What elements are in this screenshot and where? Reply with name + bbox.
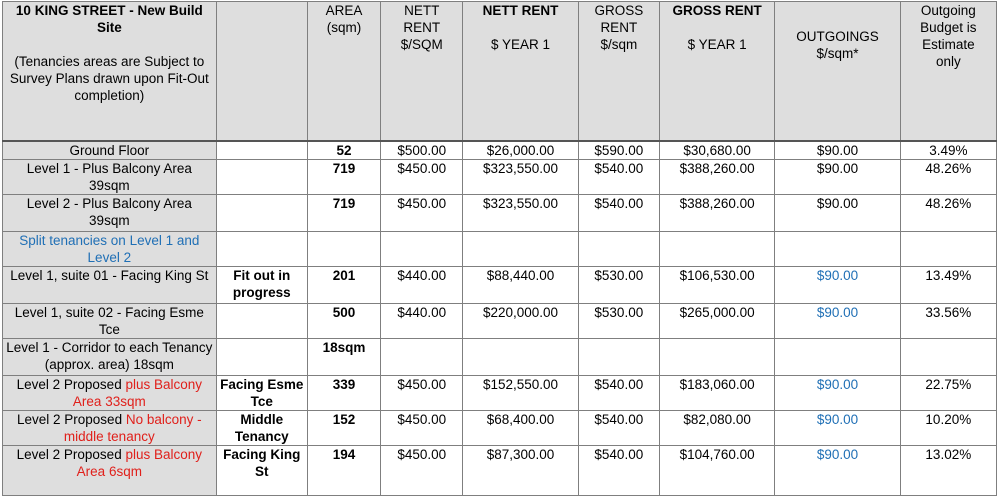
table-row [3,411,997,446]
table-row [3,446,997,496]
row-budget: 13.49% [900,267,996,304]
row-gross-sqm: $540.00 [578,446,659,496]
row-area: 18sqm [307,339,380,376]
row-nett-year: $152,550.00 [463,376,578,411]
header-budget-l1: Outgoing [920,3,976,18]
row-note [216,141,307,160]
row-note [216,160,307,195]
row-nett-sqm: $450.00 [381,446,463,496]
row-note [216,339,307,376]
row-nett-sqm: $440.00 [381,304,463,339]
row-outgoings: $90.00 [775,446,900,496]
table-row [3,232,997,267]
row-outgoings: $90.00 [775,376,900,411]
header-outgoings-l1: OUTGOINGS [796,29,879,44]
table-row [3,339,997,376]
row-label [3,411,217,446]
row-label: Level 1, suite 01 - Facing King St [3,267,217,304]
row-gross-year [659,339,774,376]
row-outgoings: $90.00 [775,141,900,160]
header-area-l1: AREA [325,3,363,18]
row-label: Level 1 - Corridor to each Tenancy (approx. area) 18sqm [3,339,217,376]
row-budget: 48.26% [900,160,996,195]
header-gross-year-l2: $ YEAR 1 [687,37,747,52]
table-row [3,267,997,304]
header-budget [900,2,996,142]
row-gross-sqm: $540.00 [578,160,659,195]
header-area-l2: (sqm) [326,20,362,35]
row-gross-sqm: $540.00 [578,411,659,446]
row-nett-sqm: $450.00 [381,195,463,232]
row-gross-sqm: $540.00 [578,195,659,232]
table-row [3,141,997,160]
row-gross-year: $30,680.00 [659,141,774,160]
row-nett-year: $220,000.00 [463,304,578,339]
header-blank [216,2,307,142]
row-gross-sqm [578,232,659,267]
row-outgoings: $90.00 [775,195,900,232]
row-gross-sqm: $530.00 [578,267,659,304]
header-budget-l3: Estimate [922,37,975,52]
header-area [307,2,380,142]
row-label: Level 1, suite 02 - Facing Esme Tce [3,304,217,339]
row-label-highlight: No balcony - middle tenancy [63,412,202,444]
row-budget: 33.56% [900,304,996,339]
site-note: (Tenancies areas are Subject to Survey Plans drawn upon Fit-Out completion) [9,54,209,103]
row-note: Fit out in progress [216,267,307,304]
row-label [3,376,217,411]
row-nett-year: $68,400.00 [463,411,578,446]
row-outgoings [775,232,900,267]
row-gross-sqm: $590.00 [578,141,659,160]
row-label-text: Level 2 Proposed [16,377,126,392]
row-budget [900,339,996,376]
row-budget: 22.75% [900,376,996,411]
row-label-text: Level 2 Proposed [17,412,126,427]
row-nett-year [463,232,578,267]
row-outgoings: $90.00 [775,267,900,304]
row-outgoings: $90.00 [775,304,900,339]
row-label: Level 2 - Plus Balcony Area 39sqm [3,195,217,232]
header-nett-year-l2: $ YEAR 1 [491,37,551,52]
row-label-text: Level 2 Proposed [16,447,126,462]
row-nett-year: $87,300.00 [463,446,578,496]
row-nett-sqm: $450.00 [381,160,463,195]
row-gross-year: $183,060.00 [659,376,774,411]
row-area: 152 [307,411,380,446]
row-gross-sqm: $530.00 [578,304,659,339]
header-nett-sqm [381,2,463,142]
row-area: 719 [307,195,380,232]
row-area: 201 [307,267,380,304]
row-nett-sqm: $500.00 [381,141,463,160]
table-row [3,376,997,411]
row-budget: 10.20% [900,411,996,446]
row-nett-sqm: $450.00 [381,411,463,446]
row-gross-year: $82,080.00 [659,411,774,446]
header-nett-year [463,2,578,142]
row-label: Ground Floor [3,141,217,160]
row-nett-sqm: $440.00 [381,267,463,304]
row-nett-year [463,339,578,376]
row-area: 194 [307,446,380,496]
row-note: Facing King St [216,446,307,496]
row-label: Split tenancies on Level 1 and Level 2 [3,232,217,267]
row-gross-year: $388,260.00 [659,160,774,195]
header-nett-sqm-l1: NETT [404,3,440,18]
row-gross-sqm: $540.00 [578,376,659,411]
row-label-highlight: plus Balcony Area 33sqm [72,377,202,409]
header-budget-l4: only [935,54,961,69]
row-area: 339 [307,376,380,411]
row-budget [900,232,996,267]
row-nett-sqm [381,339,463,376]
row-note: Facing Esme Tce [216,376,307,411]
row-gross-year: $106,530.00 [659,267,774,304]
row-nett-year: $26,000.00 [463,141,578,160]
header-gross-year-l1: GROSS RENT [672,3,762,18]
header-gross-sqm-l1: GROSS [594,3,644,18]
row-label-highlight: plus Balcony Area 6sqm [76,447,202,479]
header-outgoings [775,2,900,142]
row-gross-year: $265,000.00 [659,304,774,339]
row-nett-sqm: $450.00 [381,376,463,411]
row-gross-year: $104,760.00 [659,446,774,496]
header-nett-sqm-l3: $/SQM [400,37,443,52]
row-area [307,232,380,267]
row-budget: 3.49% [900,141,996,160]
row-gross-sqm [578,339,659,376]
row-gross-year [659,232,774,267]
row-note [216,232,307,267]
row-nett-year: $88,440.00 [463,267,578,304]
row-outgoings: $90.00 [775,160,900,195]
header-gross-year [659,2,774,142]
row-note: Middle Tenancy [216,411,307,446]
row-outgoings: $90.00 [775,411,900,446]
row-label: Level 1 - Plus Balcony Area 39sqm [3,160,217,195]
row-note [216,195,307,232]
header-budget-l2: Budget is [920,20,977,35]
header-outgoings-l2: $/sqm* [816,46,859,61]
header-row [3,2,997,142]
header-site [3,2,217,142]
row-budget: 13.02% [900,446,996,496]
row-area: 719 [307,160,380,195]
header-gross-sqm-l3: $/sqm [600,37,638,52]
site-title: 10 KING STREET - New Build Site [15,3,203,35]
row-outgoings [775,339,900,376]
row-nett-year: $323,550.00 [463,195,578,232]
row-area: 500 [307,304,380,339]
row-label [3,446,217,496]
header-nett-year-l1: NETT RENT [482,3,559,18]
row-nett-year: $323,550.00 [463,160,578,195]
row-gross-year: $388,260.00 [659,195,774,232]
header-gross-sqm [578,2,659,142]
table-row [3,304,997,339]
header-gross-sqm-l2: RENT [600,20,638,35]
header-nett-sqm-l2: RENT [403,20,441,35]
row-budget: 48.26% [900,195,996,232]
row-area: 52 [307,141,380,160]
table-row [3,195,997,232]
table-row [3,160,997,195]
row-note [216,304,307,339]
rent-schedule-table [2,1,997,496]
row-nett-sqm [381,232,463,267]
